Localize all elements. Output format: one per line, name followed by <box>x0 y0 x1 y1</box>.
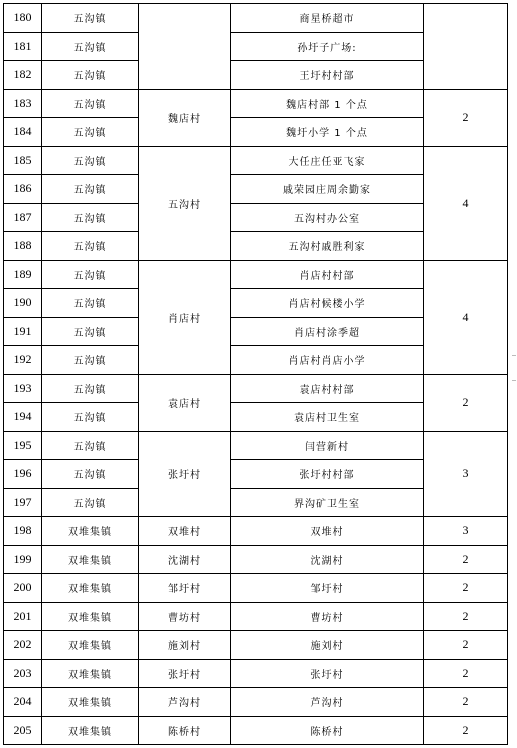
town-cell: 五沟镇 <box>42 4 139 33</box>
table-row <box>4 4 508 33</box>
count-cell: 2 <box>424 602 508 631</box>
row-number: 188 <box>4 232 42 261</box>
count-cell: 2 <box>424 374 508 431</box>
row-number: 184 <box>4 118 42 147</box>
row-number: 200 <box>4 574 42 603</box>
table-row <box>4 146 508 175</box>
village-cell: 曹坊村 <box>139 602 231 631</box>
table-row <box>4 602 508 631</box>
site-cell: 商星桥超市 <box>231 4 424 33</box>
row-number: 197 <box>4 488 42 517</box>
village-cell: 肖店村 <box>139 260 231 374</box>
town-cell: 五沟镇 <box>42 346 139 375</box>
row-number: 201 <box>4 602 42 631</box>
site-cell: 邹圩村 <box>231 574 424 603</box>
table-row <box>4 431 508 460</box>
row-number: 192 <box>4 346 42 375</box>
count-cell: 2 <box>424 631 508 660</box>
count-cell: 2 <box>424 545 508 574</box>
row-number: 182 <box>4 61 42 90</box>
row-number: 191 <box>4 317 42 346</box>
count-cell: 4 <box>424 260 508 374</box>
row-number: 199 <box>4 545 42 574</box>
site-cell: 沈湖村 <box>231 545 424 574</box>
row-number: 204 <box>4 688 42 717</box>
row-number: 187 <box>4 203 42 232</box>
count-cell: 2 <box>424 716 508 745</box>
site-cell: 孙圩子广场: <box>231 32 424 61</box>
town-cell: 双堆集镇 <box>42 517 139 546</box>
village-cell: 五沟村 <box>139 146 231 260</box>
table-row <box>4 574 508 603</box>
village-cell: 双堆村 <box>139 517 231 546</box>
town-cell: 五沟镇 <box>42 232 139 261</box>
row-number: 185 <box>4 146 42 175</box>
site-cell: 界沟矿卫生室 <box>231 488 424 517</box>
table-row <box>4 545 508 574</box>
town-cell: 双堆集镇 <box>42 545 139 574</box>
row-number: 190 <box>4 289 42 318</box>
site-cell: 大任庄任亚飞家 <box>231 146 424 175</box>
site-cell: 袁店村卫生室 <box>231 403 424 432</box>
table-row <box>4 631 508 660</box>
village-cell <box>139 4 231 90</box>
town-cell: 五沟镇 <box>42 89 139 118</box>
village-cell: 张圩村 <box>139 431 231 517</box>
town-cell: 五沟镇 <box>42 175 139 204</box>
count-cell: 2 <box>424 659 508 688</box>
site-cell: 双堆村 <box>231 517 424 546</box>
village-cell: 张圩村 <box>139 659 231 688</box>
town-cell: 双堆集镇 <box>42 602 139 631</box>
table-row <box>4 688 508 717</box>
site-cell: 曹坊村 <box>231 602 424 631</box>
site-cell: 五沟村戚胜利家 <box>231 232 424 261</box>
site-cell: 施刘村 <box>231 631 424 660</box>
town-cell: 五沟镇 <box>42 32 139 61</box>
page-edge-mark <box>512 355 516 356</box>
count-cell: 4 <box>424 146 508 260</box>
town-cell: 五沟镇 <box>42 118 139 147</box>
town-cell: 五沟镇 <box>42 289 139 318</box>
table-row <box>4 260 508 289</box>
site-cell: 陈桥村 <box>231 716 424 745</box>
row-number: 198 <box>4 517 42 546</box>
town-cell: 五沟镇 <box>42 203 139 232</box>
row-number: 195 <box>4 431 42 460</box>
site-cell: 五沟村办公室 <box>231 203 424 232</box>
village-cell: 魏店村 <box>139 89 231 146</box>
town-cell: 五沟镇 <box>42 460 139 489</box>
data-table <box>3 3 508 745</box>
row-number: 193 <box>4 374 42 403</box>
site-cell: 魏店村部 1 个点 <box>231 89 424 118</box>
site-cell: 肖店村肖店小学 <box>231 346 424 375</box>
row-number: 202 <box>4 631 42 660</box>
town-cell: 双堆集镇 <box>42 659 139 688</box>
page-edge-mark <box>512 380 516 381</box>
town-cell: 五沟镇 <box>42 403 139 432</box>
row-number: 181 <box>4 32 42 61</box>
town-cell: 五沟镇 <box>42 374 139 403</box>
village-cell: 沈湖村 <box>139 545 231 574</box>
count-cell: 2 <box>424 574 508 603</box>
row-number: 186 <box>4 175 42 204</box>
count-cell <box>424 4 508 90</box>
town-cell: 五沟镇 <box>42 317 139 346</box>
town-cell: 五沟镇 <box>42 260 139 289</box>
row-number: 205 <box>4 716 42 745</box>
site-cell: 王圩村村部 <box>231 61 424 90</box>
town-cell: 双堆集镇 <box>42 574 139 603</box>
village-cell: 邹圩村 <box>139 574 231 603</box>
site-cell: 戚荣园庄周余勤家 <box>231 175 424 204</box>
count-cell: 2 <box>424 89 508 146</box>
site-cell: 肖店村涂季超 <box>231 317 424 346</box>
table-row <box>4 517 508 546</box>
site-cell: 肖店村候楼小学 <box>231 289 424 318</box>
row-number: 203 <box>4 659 42 688</box>
row-number: 194 <box>4 403 42 432</box>
village-cell: 施刘村 <box>139 631 231 660</box>
village-cell: 陈桥村 <box>139 716 231 745</box>
row-number: 189 <box>4 260 42 289</box>
count-cell: 2 <box>424 688 508 717</box>
row-number: 196 <box>4 460 42 489</box>
town-cell: 双堆集镇 <box>42 631 139 660</box>
site-cell: 肖店村村部 <box>231 260 424 289</box>
site-cell: 魏圩小学 1 个点 <box>231 118 424 147</box>
table-row <box>4 659 508 688</box>
site-cell: 芦沟村 <box>231 688 424 717</box>
village-cell: 芦沟村 <box>139 688 231 717</box>
town-cell: 五沟镇 <box>42 61 139 90</box>
table-row <box>4 89 508 118</box>
row-number: 180 <box>4 4 42 33</box>
table-row <box>4 374 508 403</box>
site-cell: 张圩村村部 <box>231 460 424 489</box>
town-cell: 五沟镇 <box>42 146 139 175</box>
count-cell: 3 <box>424 517 508 546</box>
town-cell: 五沟镇 <box>42 431 139 460</box>
town-cell: 双堆集镇 <box>42 716 139 745</box>
site-cell: 张圩村 <box>231 659 424 688</box>
table-row <box>4 716 508 745</box>
row-number: 183 <box>4 89 42 118</box>
site-cell: 闫营新村 <box>231 431 424 460</box>
site-cell: 袁店村村部 <box>231 374 424 403</box>
village-cell: 袁店村 <box>139 374 231 431</box>
town-cell: 五沟镇 <box>42 488 139 517</box>
count-cell: 3 <box>424 431 508 517</box>
town-cell: 双堆集镇 <box>42 688 139 717</box>
